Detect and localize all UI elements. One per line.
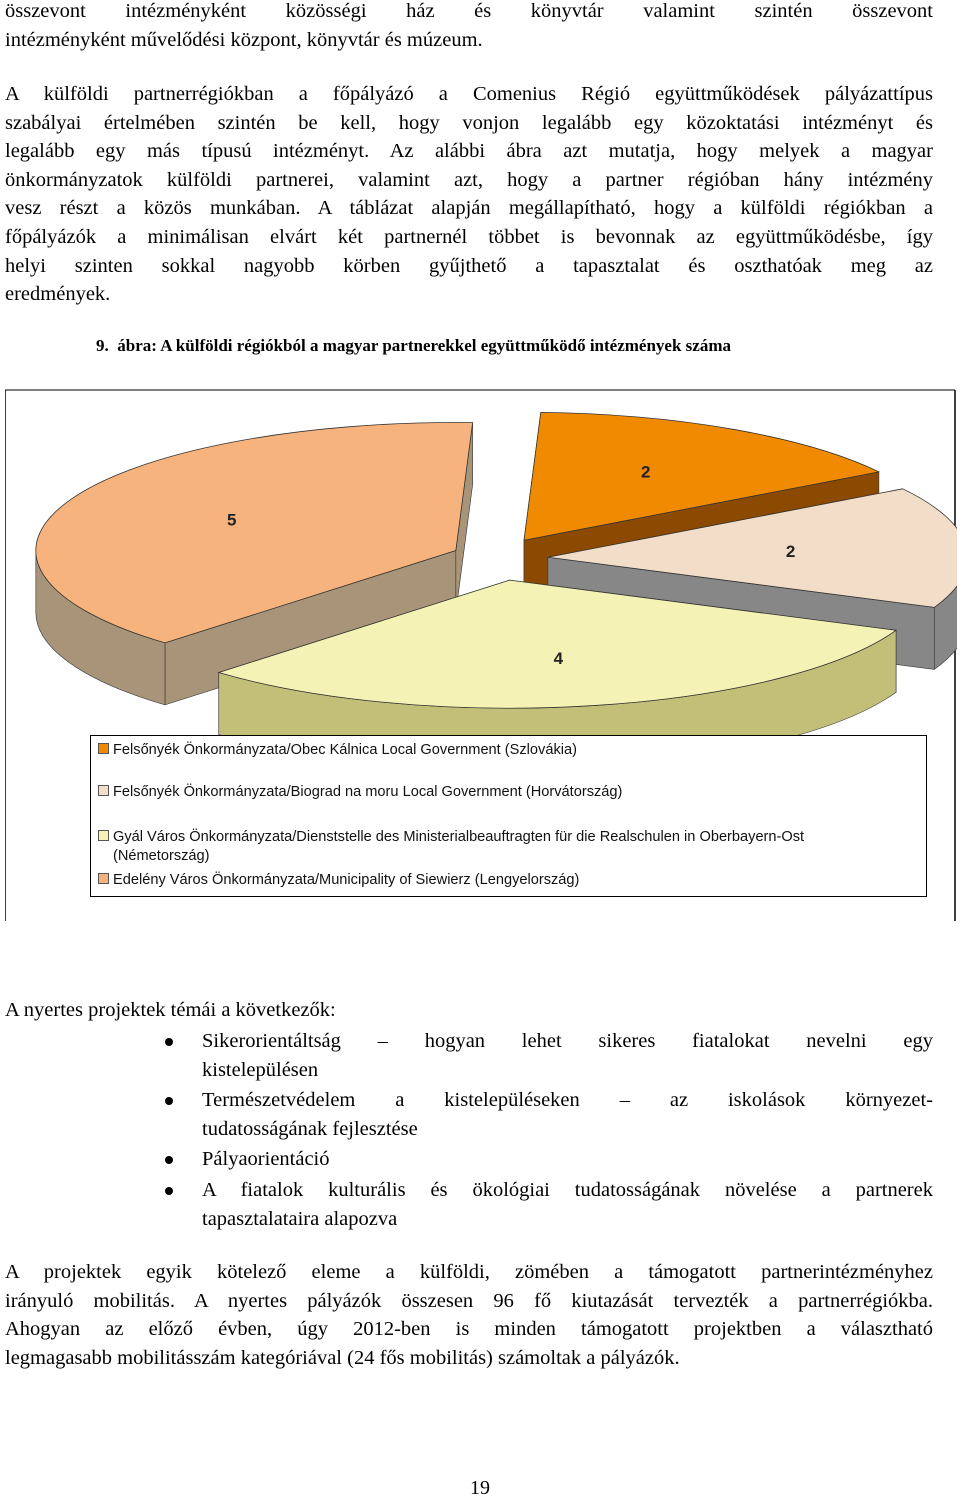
text-line: Ahogyan az előző évben, úgy 2012-ben is minden támogatott projektben a választható	[5, 1318, 933, 1341]
legend-label: Gyál Város Önkormányzata/Dienststelle des Ministerialbeauftragten für die Realschulen in Oberbayern-Ost	[113, 829, 805, 845]
legend-swatch	[98, 785, 109, 796]
list-item-text: tudatosságának fejlesztése	[202, 1117, 418, 1140]
bullet-icon	[165, 1156, 173, 1164]
text-line: önkormányzatok külföldi partnerei, valamint azt, hogy a partner régióban hány intézmény	[5, 168, 933, 191]
legend-item	[98, 741, 577, 760]
body-paragraph-mobility	[5, 1258, 933, 1372]
list-item	[160, 1086, 933, 1143]
figure-caption: 9. ábra: A külföldi régiókból a magyar partnerekkel együttműködő intézmények száma	[96, 336, 731, 355]
pie-data-label: 5	[226, 510, 237, 530]
list-item-text: Pályaorientáció	[202, 1148, 330, 1171]
text-line: összevont intézményként közösségi ház és könyvtár valamint szintén összevont	[5, 0, 933, 22]
list-item-text: Sikerorientáltság – hogyan lehet sikeres fiatalokat nevelni egy	[202, 1030, 933, 1052]
body-paragraph-partners	[5, 80, 933, 309]
intro-paragraph	[5, 0, 933, 54]
legend-swatch	[98, 873, 109, 884]
themes-list	[160, 1027, 933, 1235]
pie-chart-area	[5, 387, 957, 921]
pie-data-label: 4	[553, 648, 564, 668]
pie-data-label: 2	[640, 462, 651, 482]
legend-swatch	[98, 743, 109, 754]
legend-item	[98, 783, 622, 802]
pie-data-label: 2	[785, 541, 796, 561]
legend-label: Felsőnyék Önkormányzata/Obec Kálnica Local Government (Szlovákia)	[113, 742, 577, 758]
legend-label-continuation: (Németország)	[113, 848, 210, 864]
text-line: irányuló mobilitás. A nyertes pályázók összesen 96 fő kiutazását tervezték a partnerrégiókba.	[5, 1289, 933, 1312]
list-item	[160, 1145, 933, 1174]
text-line: A projektek egyik kötelező eleme a külföldi, zömében a támogatott partnerintézményhez	[5, 1261, 933, 1283]
legend-item	[98, 828, 804, 866]
text-line: legalább egy más típusú intézményt. Az alábbi ábra azt mutatja, hogy melyek a magyar	[5, 140, 933, 163]
legend-item	[98, 871, 579, 890]
bullet-icon	[165, 1187, 173, 1195]
list-item-text: A fiatalok kulturális és ökológiai tudatosságának növelése a partnerek	[202, 1178, 933, 1201]
legend-swatch	[98, 830, 109, 841]
text-line: főpályázók a minimálisan elvárt két partnernél többet is bevonnak az együttműködésbe, így	[5, 225, 933, 248]
text-line: vesz részt a közös munkában. A táblázat alapján megállapítható, hogy a külföldi régiókban a	[5, 197, 933, 220]
list-item-text: Természetvédelem a kistelepüléseken – az iskolások környezet-	[202, 1089, 933, 1112]
page-number: 19	[470, 1477, 490, 1499]
text-line: intézményként művelődési központ, könyvtár és múzeum.	[5, 28, 483, 51]
themes-heading	[5, 996, 933, 1025]
legend-label: Felsőnyék Önkormányzata/Biograd na moru Local Government (Horvátország)	[113, 784, 623, 800]
bullet-icon	[165, 1038, 173, 1046]
text-line: helyi szinten sokkal nagyobb körben gyűjthető a tapasztalat és oszthatóak meg az	[5, 254, 933, 277]
text-line: A nyertes projektek témái a következők:	[5, 999, 336, 1021]
list-item-text: kistelepülésen	[202, 1058, 319, 1081]
chart-legend	[90, 735, 927, 897]
bullet-icon	[165, 1097, 173, 1105]
legend-label: Edelény Város Önkormányzata/Municipality of Siewierz (Lengyelország)	[113, 872, 580, 888]
text-line: legmagasabb mobilitásszám kategóriával (24 fős mobilitás) számoltak a pályázók.	[5, 1346, 680, 1369]
list-item	[160, 1027, 933, 1084]
text-line: eredmények.	[5, 283, 111, 306]
text-line: szabályai értelmében szintén be kell, hogy vonjon legalább egy közoktatási intézményt és	[5, 111, 933, 134]
list-item-text: tapasztalataira alapozva	[202, 1207, 398, 1230]
list-item	[160, 1176, 933, 1233]
text-line: A külföldi partnerrégiókban a főpályázó a Comenius Régió együttműködések pályázattípus	[5, 83, 933, 105]
